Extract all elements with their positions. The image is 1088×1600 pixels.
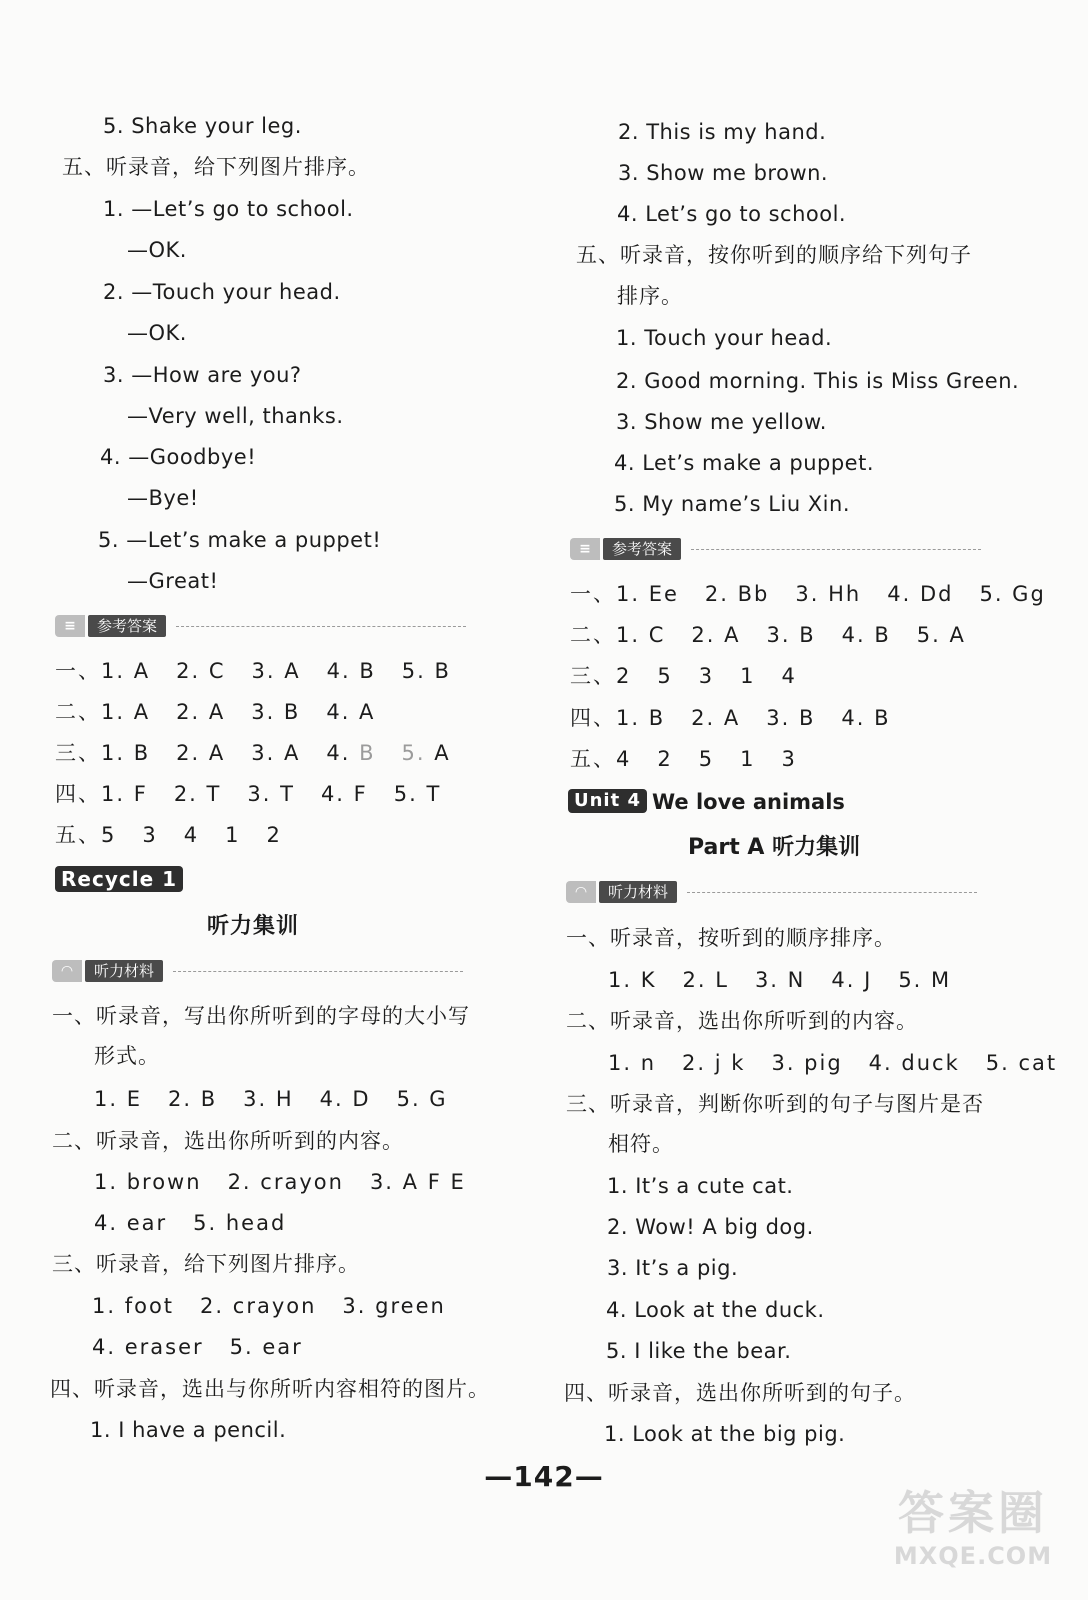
answer-section-header — [55, 613, 466, 639]
text-line: 4. eraser 5. ear — [92, 1335, 303, 1359]
watermark-logo — [888, 1485, 1058, 1585]
text-line: 1. —Let’s go to school. — [103, 197, 354, 221]
text-line: 1. Touch your head. — [616, 326, 833, 350]
text-line: 2. This is my hand. — [618, 120, 827, 144]
answer-line: 五、4 2 5 1 3 — [570, 747, 797, 771]
text-line: 4. —Goodbye! — [100, 445, 257, 469]
text-line: 1. I have a pencil. — [90, 1418, 287, 1442]
question-heading: 相符。 — [608, 1132, 674, 1156]
answer-label: 参考答案 — [88, 615, 166, 637]
text-line: 1. K 2. L 3. N 4. J 5. M — [608, 968, 952, 992]
question-heading: 一、听录音，写出你所听到的字母的大小写 — [52, 1004, 470, 1028]
answer-line: 二、1. A 2. A 3. B 4. A — [55, 700, 376, 724]
divider — [687, 892, 977, 893]
text-line: —OK. — [127, 321, 187, 345]
answer-line: 三、2 5 3 1 4 — [570, 664, 797, 688]
recycle-badge: Recycle 1 — [55, 866, 183, 892]
text-line: 3. It’s a pig. — [607, 1256, 739, 1280]
watermark-url: MXQE.COM — [893, 1542, 1053, 1570]
answer-text: A — [425, 741, 451, 765]
headphone-icon: ◠ — [566, 881, 596, 903]
question-heading: 二、听录音，选出你所听到的内容。 — [52, 1129, 404, 1153]
divider — [176, 626, 466, 627]
text-line: 1. E 2. B 3. H 4. D 5. G — [94, 1087, 448, 1111]
section-heading: 听力集训 — [207, 913, 300, 939]
answer-line: 一、1. A 2. C 3. A 4. B 5. B — [55, 659, 451, 683]
text-line: 3. Show me brown. — [618, 161, 829, 185]
text-line: 1. It’s a cute cat. — [607, 1174, 794, 1198]
text-line: 4. Let’s go to school. — [617, 202, 847, 226]
question-heading: 一、听录音，按听到的顺序排序。 — [566, 926, 896, 950]
unit-badge: Unit 4 — [568, 789, 647, 813]
answer-icon: ≡ — [55, 615, 85, 637]
question-heading: 三、听录音，给下列图片排序。 — [52, 1252, 360, 1276]
text-line: 4. Let’s make a puppet. — [614, 451, 874, 475]
page-number: —142— — [484, 1460, 604, 1493]
material-section-header — [566, 879, 977, 905]
text-line: 4. Look at the duck. — [606, 1298, 825, 1322]
text-line: —Great! — [127, 569, 219, 593]
question-heading: 排序。 — [617, 284, 683, 308]
text-line: 5. —Let’s make a puppet! — [98, 528, 382, 552]
text-line: 2. Good morning. This is Miss Green. — [616, 369, 1020, 393]
answer-line — [55, 739, 451, 767]
text-line: 3. —How are you? — [103, 363, 302, 387]
text-line: 5. My name’s Liu Xin. — [614, 492, 851, 516]
text-line: 1. Look at the big pig. — [604, 1422, 846, 1446]
question-heading: 三、听录音，判断你听到的句子与图片是否 — [566, 1092, 984, 1116]
answer-line: 一、1. Ee 2. Bb 3. Hh 4. Dd 5. Gg — [570, 582, 1046, 606]
question-heading: 五、听录音，按你听到的顺序给下列句子 — [576, 243, 972, 267]
material-section-header — [52, 958, 463, 984]
material-label: 听力材料 — [85, 960, 163, 982]
answer-text: 三、1. B 2. A 3. A 4. — [55, 741, 351, 765]
answer-line: 四、1. F 2. T 3. T 4. F 5. T — [55, 782, 442, 806]
answer-line: 五、5 3 4 1 2 — [55, 823, 282, 847]
text-line: 5. Shake your leg. — [103, 114, 302, 138]
text-line: 2. —Touch your head. — [103, 280, 341, 304]
watermark-text: 答案圈 — [898, 1486, 1048, 1540]
text-line: 3. Show me yellow. — [616, 410, 827, 434]
text-line: 5. I like the bear. — [606, 1339, 792, 1363]
text-line: 1. brown 2. crayon 3. A F E — [94, 1170, 466, 1194]
faded-answer-text: B 5. — [350, 741, 426, 765]
divider — [691, 549, 981, 550]
divider — [173, 971, 463, 972]
question-heading: 形式。 — [94, 1044, 160, 1068]
text-line: 1. foot 2. crayon 3. green — [92, 1294, 446, 1318]
text-line: —Bye! — [127, 486, 199, 510]
answer-line: 二、1. C 2. A 3. B 4. B 5. A — [570, 623, 966, 647]
text-line: 4. ear 5. head — [94, 1211, 287, 1235]
answer-label: 参考答案 — [603, 538, 681, 560]
question-heading: 五、听录音，给下列图片排序。 — [62, 155, 370, 179]
text-line: —OK. — [127, 238, 187, 262]
text-line: —Very well, thanks. — [127, 404, 344, 428]
material-label: 听力材料 — [599, 881, 677, 903]
question-heading: 二、听录音，选出你所听到的内容。 — [566, 1009, 918, 1033]
question-heading: 四、听录音，选出你所听到的句子。 — [564, 1381, 916, 1405]
headphone-icon: ◠ — [52, 960, 82, 982]
question-heading: 四、听录音，选出与你所听内容相符的图片。 — [50, 1377, 490, 1401]
answer-icon: ≡ — [570, 538, 600, 560]
text-line: 1. n 2. j k 3. pig 4. duck 5. cat — [608, 1051, 1058, 1075]
answer-section-header — [570, 536, 981, 562]
answer-line: 四、1. B 2. A 3. B 4. B — [570, 706, 891, 730]
section-heading: Part A 听力集训 — [688, 835, 861, 860]
text-line: 2. Wow! A big dog. — [607, 1215, 814, 1239]
unit-title: We love animals — [652, 790, 845, 814]
